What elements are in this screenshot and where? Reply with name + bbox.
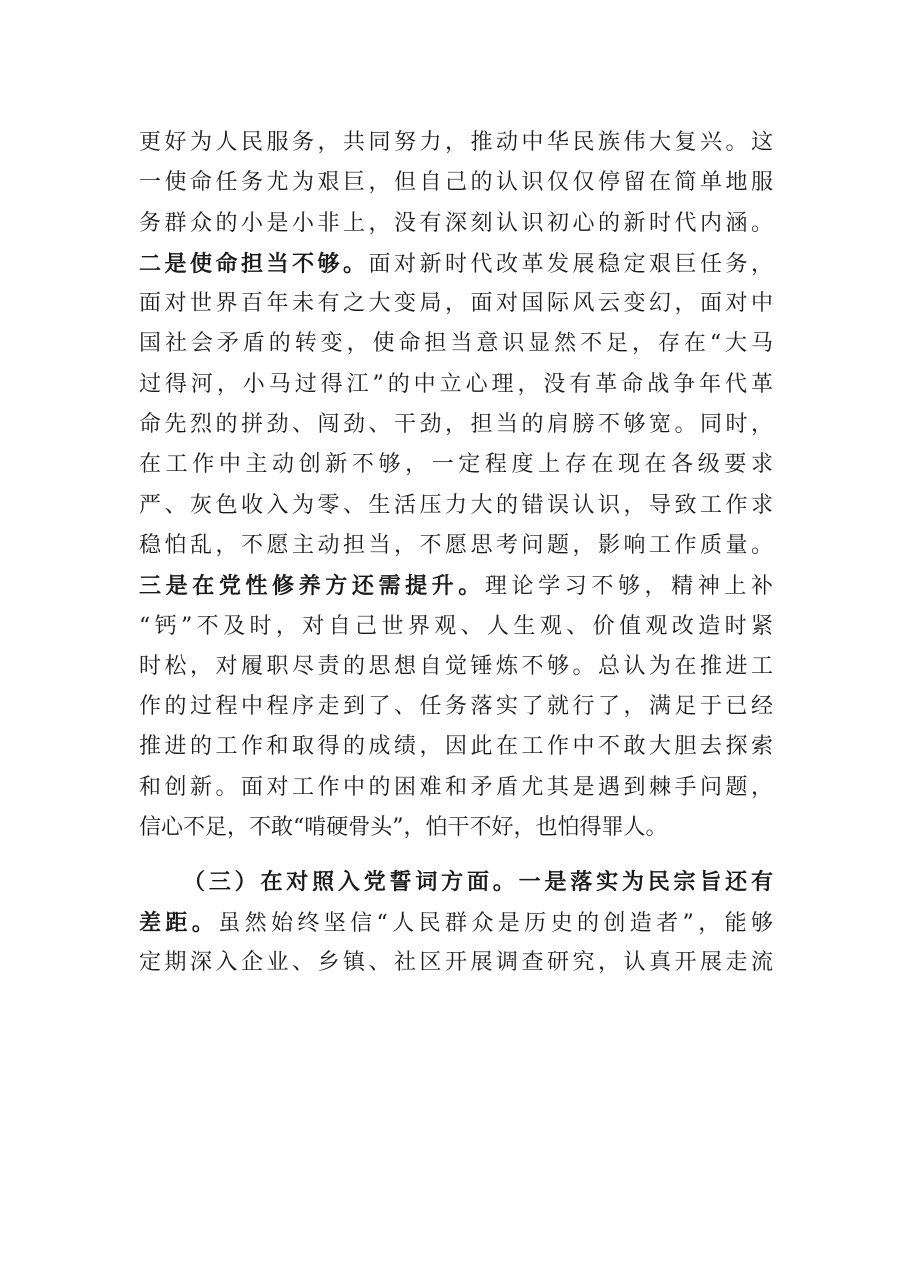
text-line [139,284,773,324]
text-segment: 命先烈的拼劲、闯劲、干劲，担当的肩膀不够宽。同时， [139,412,773,438]
text-line [139,486,773,526]
text-line [139,943,773,983]
bold-heading-segment: 二是使命担当不够。 [139,250,369,277]
text-line [139,163,773,203]
text-line [139,566,773,606]
text-line [139,123,773,163]
text-segment: “钙”不及时，对自己世界观、人生观、价值观改造时紧 [139,613,773,639]
text-line [139,526,773,566]
text-segment: 过得河，小马过得江”的中立心理，没有革命战争年代革 [139,371,773,397]
text-segment: 虽然始终坚信“人民群众是历史的创造者”，能够 [218,910,773,936]
text-segment: 稳怕乱，不愿主动担当，不愿思考问题，影响工作质量。 [139,532,773,558]
text-segment: 一使命任务尤为艰巨，但自己的认识仅仅停留在简单地服 [139,170,773,196]
text-line [139,244,773,284]
text-line [139,862,773,902]
text-segment: 面对世界百年未有之大变局，面对国际风云变幻，面对中 [139,291,773,317]
text-segment: 推进的工作和取得的成绩，因此在工作中不敢大胆去探索 [139,734,773,760]
text-segment: 作的过程中程序走到了、任务落实了就行了，满足于已经 [139,694,773,720]
text-segment: 更好为人民服务，共同努力，推动中华民族伟大复兴。这 [139,130,773,155]
text-segment: 国社会矛盾的转变，使命担当意识显然不足，存在“大马 [139,331,773,357]
text-line [139,405,773,445]
text-line [139,324,773,364]
text-line [139,727,773,767]
text-segment: 时松，对履职尽责的思想自觉锤炼不够。总认为在推进工 [139,653,773,679]
text-line [139,903,773,943]
bold-heading-segment: 差距。 [139,909,219,936]
section-heading-segment: （三）在对照入党誓词方面。一是落实为民宗旨还有 [183,869,773,896]
text-line [139,647,773,687]
document-body [139,123,773,983]
text-segment: 理论学习不够，精神上补 [484,574,773,600]
text-segment: 务群众的小是小非上，没有深刻认识初心的新时代内涵。 [139,210,773,236]
text-line [139,607,773,647]
text-line [139,365,773,405]
text-segment: 和创新。面对工作中的困难和矛盾尤其是遇到棘手问题， [139,774,773,800]
text-line [139,204,773,244]
text-line [139,768,773,808]
text-line [139,687,773,727]
text-segment: 在工作中主动创新不够，一定程度上存在现在各级要求 [139,452,773,478]
text-line [139,808,773,848]
bold-heading-segment: 三是在党性修养方还需提升。 [139,573,485,600]
text-segment: 严、灰色收入为零、生活压力大的错误认识，导致工作求 [139,492,773,518]
text-segment: 信心不足，不敢“啃硬骨头”，怕干不好，也怕得罪人。 [139,815,668,841]
text-segment: 面对新时代改革发展稳定艰巨任务， [368,251,773,277]
text-segment: 定期深入企业、乡镇、社区开展调查研究，认真开展走流 [139,949,773,975]
text-line [139,445,773,485]
